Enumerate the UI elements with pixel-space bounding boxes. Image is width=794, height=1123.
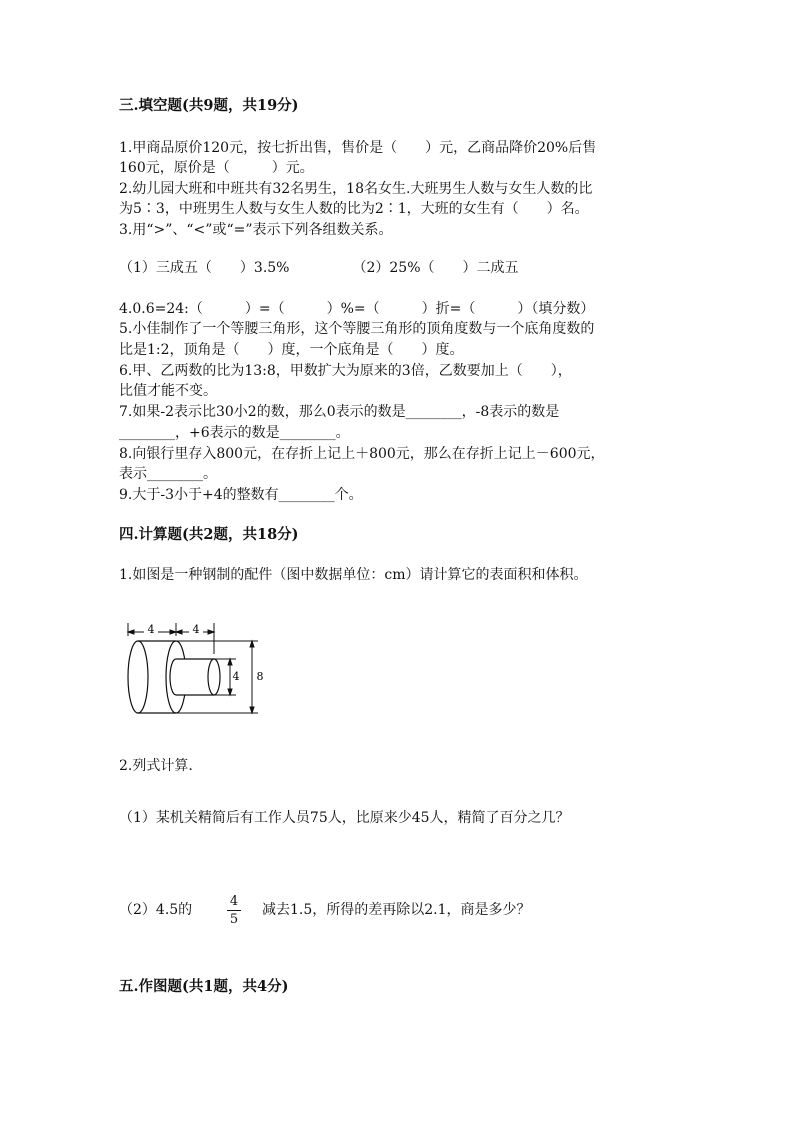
- dim-outer-diameter-label: 8: [256, 670, 264, 683]
- q4-2-2-suffix: 减去1.5，所得的差再除以2.1，商是多少？: [262, 902, 531, 918]
- steel-part-diagram: [118, 614, 278, 719]
- fraction-bar: [227, 910, 241, 911]
- q3-1-line-1: 1.甲商品原价120元，按七折出售，售价是（ ）元，乙商品降价20%后售: [119, 140, 597, 156]
- dim-right-width-label: 4: [192, 623, 200, 636]
- dim-inner-diameter-label: 4: [232, 670, 240, 683]
- q3-2-line-1: 2.幼儿园大班和中班共有32名男生，18名女生.大班男生人数与女生人数的比: [119, 181, 593, 197]
- q3-3-items: （1）三成五（ ）3.5% （2）25%（ ）二成五: [119, 260, 519, 276]
- q3-9-line: 9.大于-3小于+4的整数有________个。: [119, 487, 363, 503]
- q3-7-line-2: ________，+6表示的数是________。: [119, 425, 350, 441]
- q3-1-line-2: 160元，原价是（ ）元。: [119, 160, 314, 176]
- fraction-denominator: 5: [229, 912, 239, 927]
- q4-1-text: 1.如图是一种钢制的配件（图中数据单位：cm）请计算它的表面积和体积。: [119, 567, 588, 583]
- fraction-numerator: 4: [229, 894, 239, 909]
- fraction-four-fifths: [226, 894, 242, 927]
- dim-left-width-label: 4: [147, 623, 155, 636]
- q3-3-line-1: 3.用“>”、“<”或“=”表示下列各组数关系。: [119, 222, 393, 238]
- section-5-heading: 五.作图题(共1题，共4分): [119, 978, 289, 995]
- section-4-heading: 四.计算题(共2题，共18分): [119, 526, 299, 543]
- q4-2-1-text: （1）某机关精简后有工作人员75人，比原来少45人，精简了百分之几？: [119, 810, 570, 826]
- q4-2-2-prefix: （2）4.5的: [119, 902, 193, 918]
- q3-6-line-2: 比值才能不变。: [119, 383, 217, 399]
- q3-8-line-2: 表示________。: [119, 466, 217, 482]
- q4-2-text: 2.列式计算.: [119, 758, 193, 774]
- q3-4-line: 4.0.6=24:（ ）=（ ）%=（ ）折=（ ）（填分数）: [119, 301, 595, 317]
- q3-5-line-1: 5.小佳制作了一个等腰三角形，这个等腰三角形的顶角度数与一个底角度数的: [119, 321, 595, 337]
- q3-2-line-2: 为5∶3，中班男生人数与女生人数的比为2∶1，大班的女生有（ ）名。: [119, 201, 589, 217]
- section-3-heading: 三.填空题(共9题，共19分): [119, 97, 299, 114]
- q3-7-line-1: 7.如果-2表示比30小2的数，那么0表示的数是________，-8表示的数是: [119, 404, 560, 420]
- q3-5-line-2: 比是1:2，顶角是（ ）度，一个底角是（ ）度。: [119, 342, 464, 358]
- q3-6-line-1: 6.甲、乙两数的比为13:8，甲数扩大为原来的3倍，乙数要加上（ ），: [119, 363, 572, 379]
- q3-8-line-1: 8.向银行里存入800元，在存折上记上＋800元，那么在存折上记上－600元，: [119, 446, 605, 462]
- inner-cylinder: [170, 659, 220, 695]
